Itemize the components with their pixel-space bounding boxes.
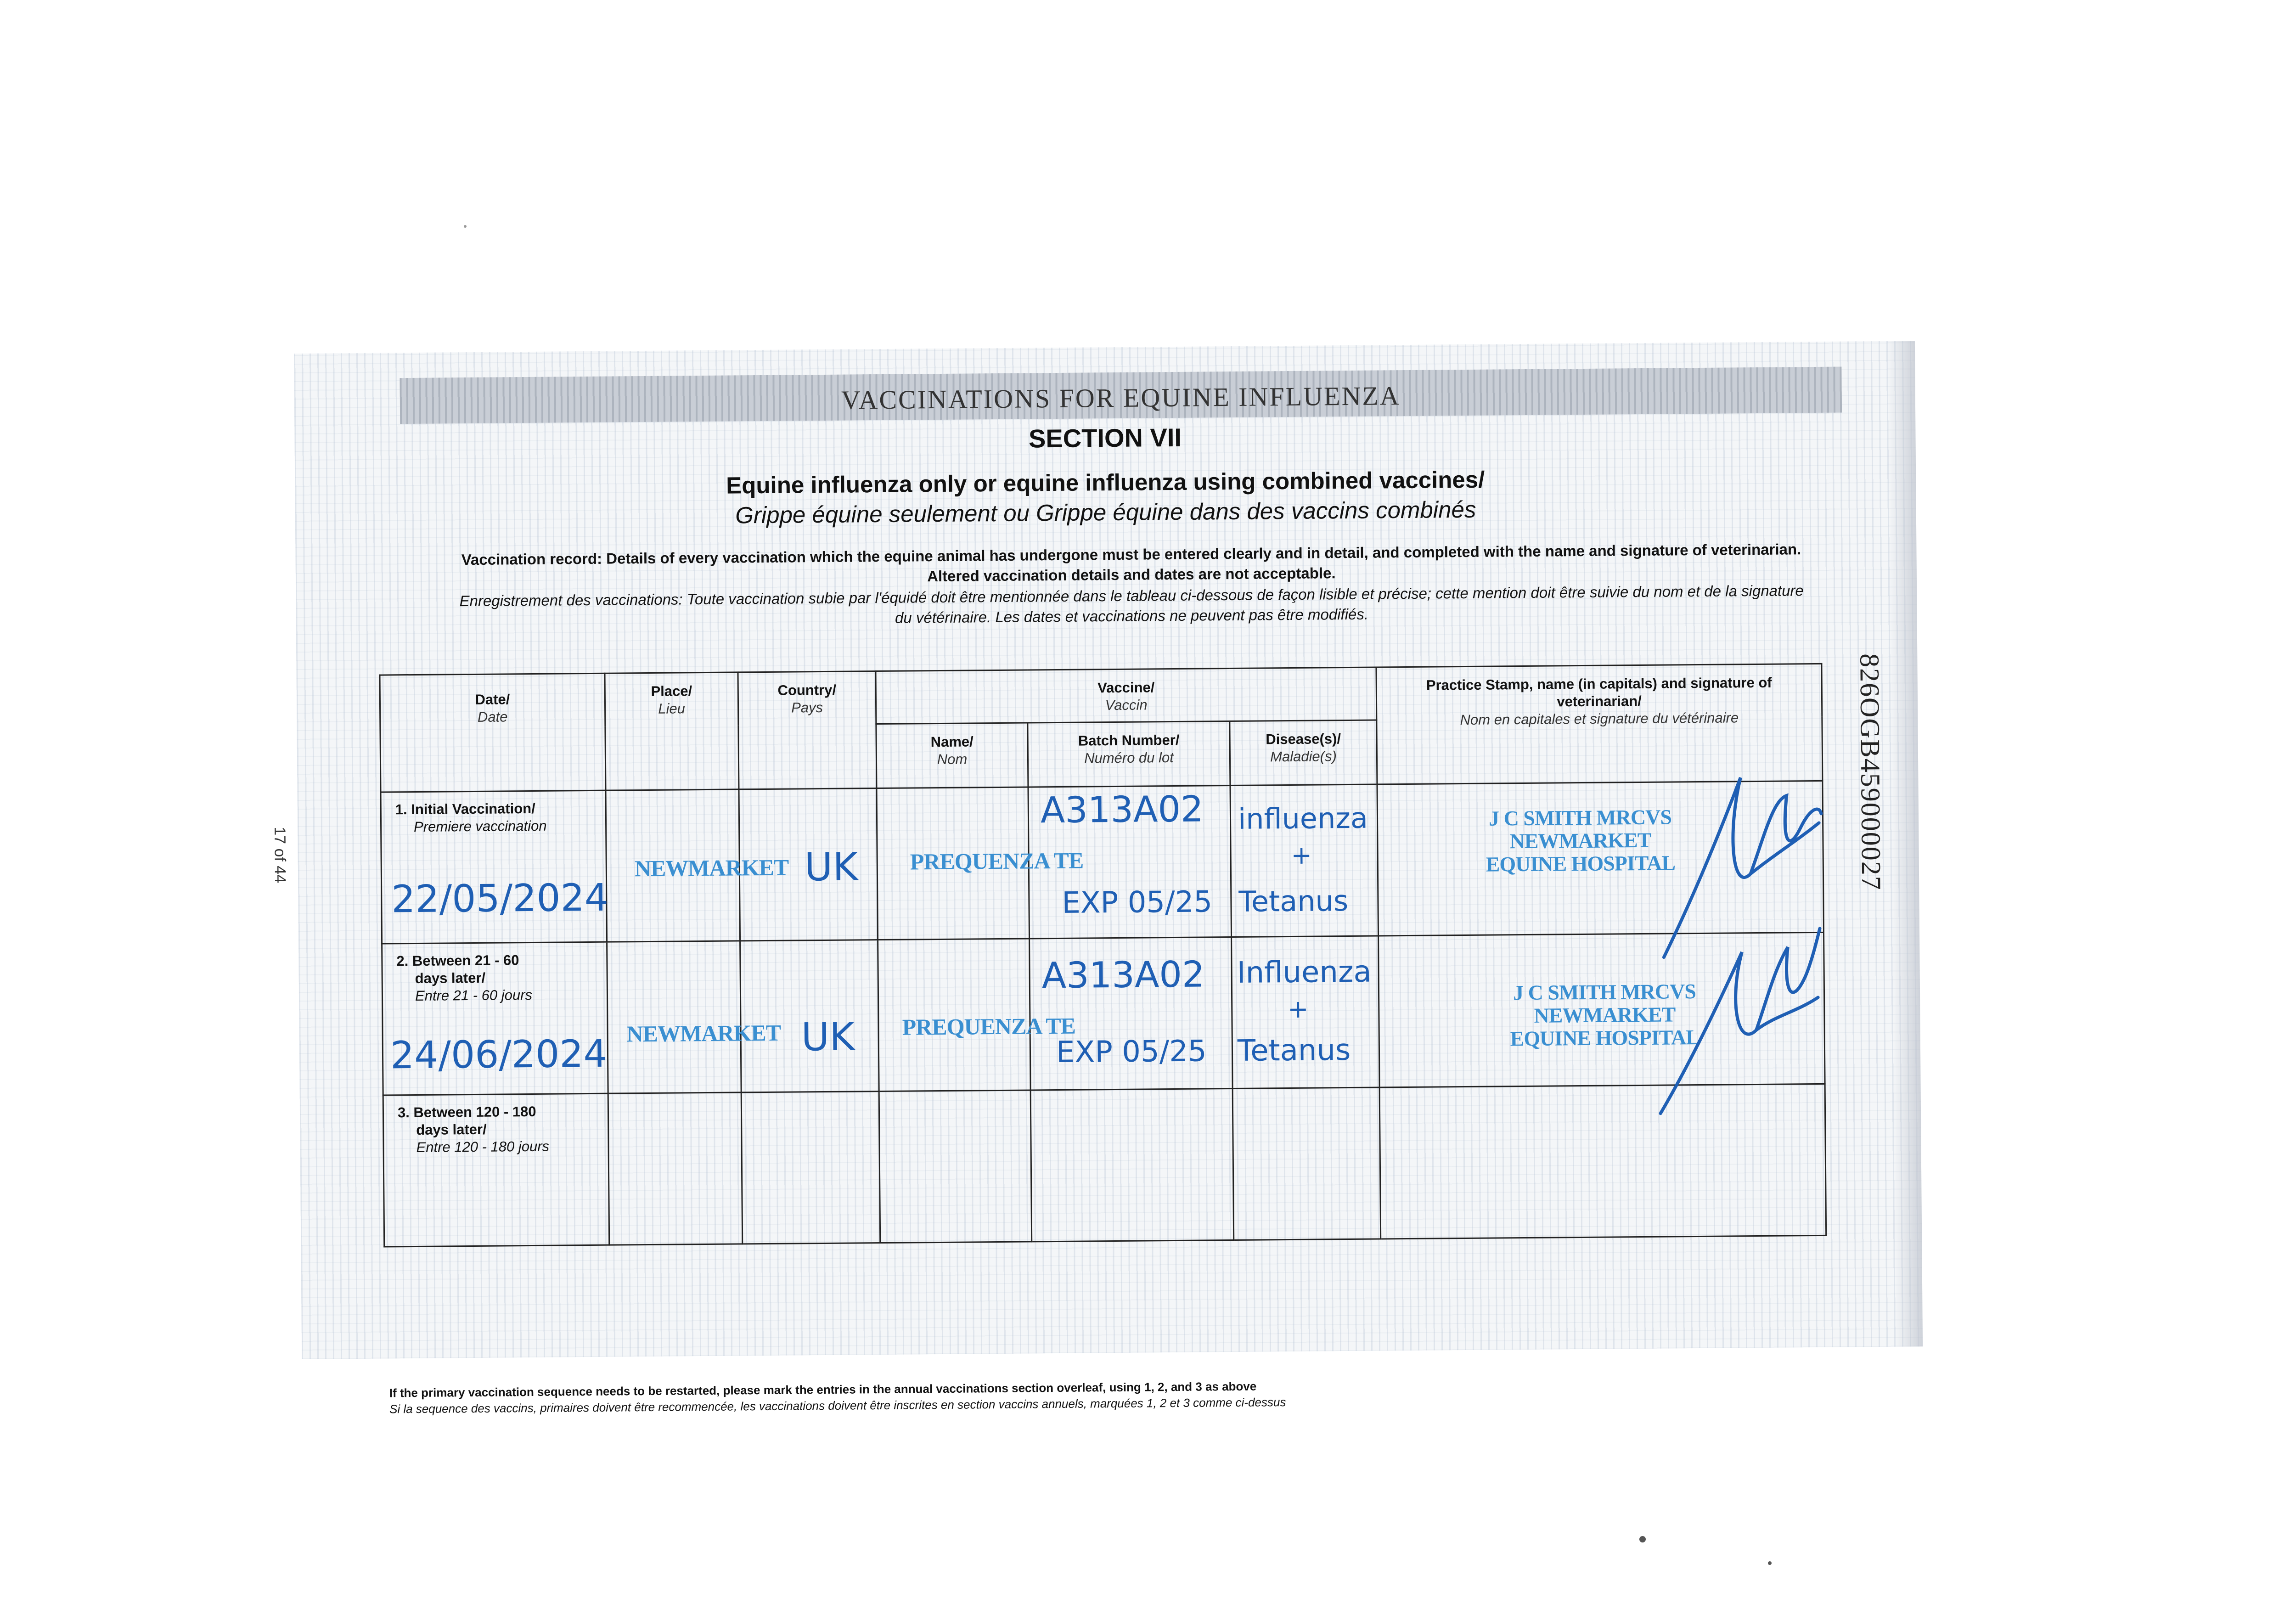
row1-stamp-line2: NEWMARKET bbox=[1509, 828, 1651, 853]
row1-place: NEWMARKET bbox=[634, 854, 789, 882]
row1-vet-cell bbox=[1377, 781, 1824, 936]
sheet-shadow-edge bbox=[1887, 341, 1923, 1346]
row2-vaccine-cell bbox=[878, 939, 1076, 1092]
row3-label-en-1: 3. Between 120 - 180 bbox=[397, 1103, 536, 1121]
row1-disease-1: influenza bbox=[1238, 801, 1368, 836]
row1-label bbox=[395, 799, 589, 836]
row3-vaccine-cell bbox=[879, 1090, 1032, 1243]
scan-speck bbox=[464, 225, 467, 228]
row2-country-cell bbox=[740, 940, 879, 1092]
table-row bbox=[382, 932, 1825, 1095]
serial-number: 826OGB459000027 bbox=[1854, 653, 1887, 891]
row1-expiry: EXP 05/25 bbox=[1062, 885, 1213, 920]
row2-label-en-2: days later/ bbox=[415, 969, 486, 986]
row1-country: UK bbox=[804, 844, 858, 890]
row2-stamp-line1: J C SMITH MRCVS bbox=[1513, 979, 1696, 1005]
row2-stamp-line3: EQUINE HOSPITAL bbox=[1510, 1025, 1700, 1051]
header-batch-fr: Numéro du lot bbox=[1084, 749, 1174, 766]
note-french-line1: Enregistrement des vaccinations: Toute vaccination subie par l'équidé doit être mentionnée dans le tableau ci-dessous de façon lisible et précise; cette mention doit être suivie du nom et de la signature bbox=[459, 582, 1804, 610]
row2-label-fr: Entre 21 - 60 jours bbox=[415, 986, 533, 1004]
section-heading: SECTION VII bbox=[1028, 422, 1182, 453]
header-vet-en: Practice Stamp, name (in capitals) and signature of veterinarian/ bbox=[1426, 674, 1772, 710]
row3-label-fr: Entre 120 - 180 jours bbox=[416, 1138, 550, 1155]
row1-label-fr: Premiere vaccination bbox=[413, 817, 547, 835]
row2-batch-cell bbox=[1030, 937, 1233, 1090]
header-country-fr: Pays bbox=[791, 699, 823, 716]
scan-speck bbox=[1768, 1561, 1772, 1565]
row1-stamp-line3: EQUINE HOSPITAL bbox=[1486, 851, 1676, 876]
header-vaccine-en: Vaccine/ bbox=[1097, 679, 1155, 696]
subtitle-english: Equine influenza only or equine influenza using combined vaccines/ bbox=[726, 466, 1485, 499]
header-batch-en: Batch Number/ bbox=[1078, 732, 1180, 749]
vaccination-sheet bbox=[271, 341, 1923, 1416]
footnote-english: If the primary vaccination sequence needs to be restarted, please mark the entries in the annual vaccinations section overleaf, using 1, 2, and 3 as above bbox=[389, 1379, 1257, 1400]
row1-country-cell bbox=[739, 788, 878, 941]
row2-country: UK bbox=[801, 1014, 855, 1060]
row2-expiry: EXP 05/25 bbox=[1056, 1034, 1207, 1070]
header-date bbox=[380, 673, 606, 792]
row2-date-cell bbox=[382, 942, 608, 1095]
header-disease bbox=[1230, 720, 1377, 786]
row3-place-cell bbox=[608, 1092, 743, 1245]
row1-date-cell bbox=[381, 790, 607, 944]
note-french-line2: du vétérinaire. Les dates et vaccinations ne peuvent pas être modifiés. bbox=[895, 605, 1369, 626]
row1-disease-2: Tetanus bbox=[1238, 884, 1349, 918]
table-row bbox=[381, 781, 1824, 944]
row1-disease-cell bbox=[1230, 784, 1379, 937]
row2-batch: A313A02 bbox=[1041, 954, 1205, 997]
header-vet-fr: Nom en capitales et signature du vétérinaire bbox=[1460, 709, 1739, 728]
scan-speck bbox=[1639, 1536, 1646, 1542]
header-name-en: Name/ bbox=[930, 733, 974, 750]
row2-label-en-1: 2. Between 21 - 60 bbox=[396, 952, 519, 969]
header-batch bbox=[1028, 721, 1230, 787]
row2-disease-2: Tetanus bbox=[1237, 1033, 1351, 1068]
banner-title: VACCINATIONS FOR EQUINE INFLUENZA bbox=[841, 381, 1401, 415]
row2-stamp-line2: NEWMARKET bbox=[1534, 1002, 1676, 1027]
header-date-en: Date/ bbox=[475, 691, 510, 708]
row2-disease-plus: + bbox=[1288, 994, 1309, 1024]
header-date-fr: Date bbox=[477, 709, 508, 725]
row3-country-cell bbox=[741, 1092, 880, 1244]
header-place-fr: Lieu bbox=[658, 700, 686, 717]
row2-signature-stroke bbox=[1659, 929, 1821, 1114]
row1-date: 22/05/2024 bbox=[391, 876, 609, 922]
row3-date-cell bbox=[383, 1093, 609, 1247]
header-name-fr: Nom bbox=[937, 751, 968, 768]
row1-label-en: 1. Initial Vaccination/ bbox=[395, 800, 535, 818]
row1-place-cell bbox=[606, 789, 789, 942]
row3-label bbox=[398, 1103, 591, 1156]
note-english-line1: Vaccination record: Details of every vaccination which the equine animal has undergone must be entered clearly and in detail, and completed with the name and signature of veterinarian. bbox=[461, 540, 1801, 568]
row2-disease-cell bbox=[1232, 936, 1380, 1089]
subtitle-french: Grippe équine seulement ou Grippe équine dans des vaccins combinés bbox=[735, 496, 1476, 529]
row1-batch: A313A02 bbox=[1040, 788, 1204, 832]
row1-batch-cell bbox=[1028, 786, 1232, 939]
row2-signature bbox=[1636, 919, 1830, 1123]
row1-vaccine-name: PREQUENZA TE bbox=[910, 847, 1084, 875]
header-vaccine-fr: Vaccin bbox=[1105, 697, 1148, 714]
row2-place: NEWMARKET bbox=[626, 1019, 781, 1047]
vaccination-table bbox=[379, 663, 1827, 1248]
header-country-en: Country/ bbox=[777, 681, 837, 698]
header-country bbox=[738, 671, 877, 789]
row2-date: 24/06/2024 bbox=[390, 1032, 608, 1078]
row3-batch-cell bbox=[1030, 1088, 1234, 1241]
header-disease-en: Disease(s)/ bbox=[1266, 731, 1341, 748]
page-marker: 17 of 44 bbox=[271, 827, 289, 884]
header-place-en: Place/ bbox=[651, 683, 692, 699]
header-place bbox=[605, 672, 739, 790]
row2-vet-cell bbox=[1379, 932, 1825, 1087]
row2-vaccine-name: PREQUENZA TE bbox=[902, 1013, 1076, 1040]
title-banner bbox=[400, 367, 1842, 424]
note-english-line2: Altered vaccination details and dates are not acceptable. bbox=[927, 564, 1336, 585]
table-row bbox=[383, 1084, 1826, 1247]
row1-vaccine-cell bbox=[877, 787, 1084, 940]
header-vaccine-name bbox=[876, 723, 1028, 788]
row1-stamp-line1: J C SMITH MRCVS bbox=[1488, 805, 1672, 830]
footnote-french: Si la sequence des vaccins, primaires doivent être recommencée, les vaccinations doivent être inscrites en section vaccins annuels, marquées 1, 2 et 3 comme ci-dessus bbox=[389, 1395, 1286, 1416]
row3-label-en-2: days later/ bbox=[416, 1121, 487, 1138]
row2-place-cell bbox=[607, 941, 781, 1093]
row2-label bbox=[396, 951, 590, 1005]
row3-disease-cell bbox=[1232, 1087, 1381, 1240]
row2-disease-1: Influenza bbox=[1237, 955, 1372, 990]
row1-disease-plus: + bbox=[1291, 840, 1312, 870]
header-disease-fr: Maladie(s) bbox=[1270, 748, 1337, 765]
header-vaccine bbox=[876, 667, 1377, 724]
